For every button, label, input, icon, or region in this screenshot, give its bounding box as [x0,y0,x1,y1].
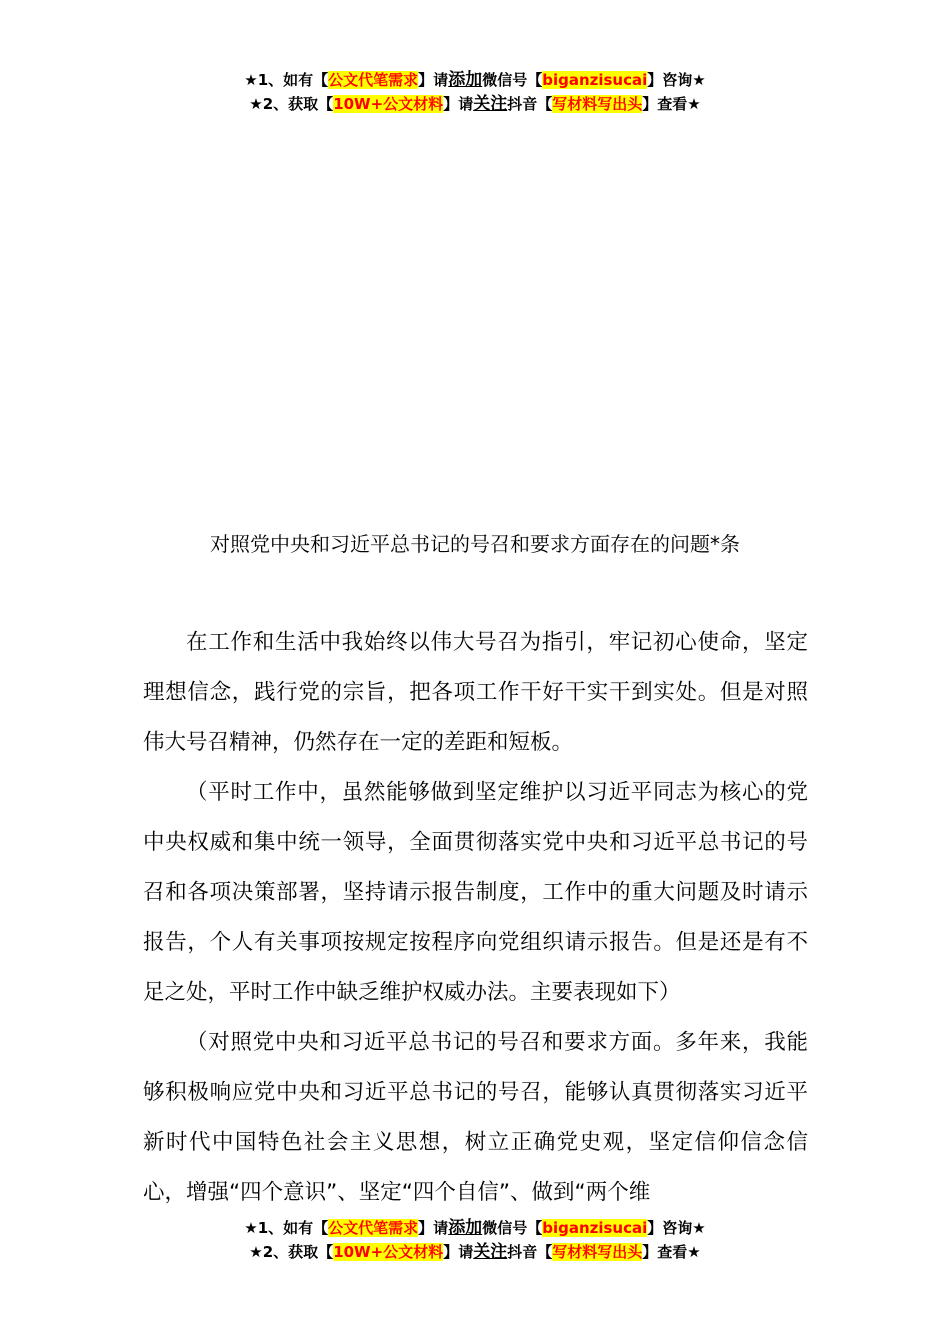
promo-line-1 [0,1216,950,1240]
promo-line-2-highlight-douyin: 写材料写出头 [552,1243,643,1261]
document-body [143,618,808,1218]
document-title: 对照党中央和习近平总书记的号召和要求方面存在的问题*条 [210,532,740,556]
promo-line-1-suffix: 】咨询★ [647,1219,706,1237]
promo-line-1-prefix: ★1、如有【 [244,71,329,89]
promo-line-2-suffix: 】查看★ [642,95,701,113]
paragraph-call-response: （对照党中央和习近平总书记的号召和要求方面。多年来，我能够积极响应党中央和习近平总书记的号召，能够认真贯彻落实习近平新时代中国特色社会主义思想，树立正确党史观，坚定信仰信念信心，增强“四个意识”、坚定“四个自信”、做到“两个维 [143,1030,808,1205]
promo-line-1-mid2: 微信号【 [482,71,543,89]
promo-line-1-suffix: 】咨询★ [647,71,706,89]
promo-line-2-highlight-materials: 10W+公文材料 [333,1243,444,1261]
promo-line-1-prefix: ★1、如有【 [244,1219,329,1237]
promo-line-2-suffix: 】查看★ [642,1243,701,1261]
paragraph-intro: 在工作和生活中我始终以伟大号召为指引，牢记初心使命，坚定理想信念，践行党的宗旨，把各项工作干好干实干到实处。但是对照伟大号召精神，仍然存在一定的差距和短板。 [143,630,808,755]
promo-line-2-mid2: 抖音【 [507,1243,553,1261]
promo-line-2 [0,1240,950,1264]
promo-line-1-highlight-wechat: biganzisucai [542,1219,648,1237]
promo-line-1-mid2: 微信号【 [482,1219,543,1237]
promo-line-2-emphasis: 关注 [473,94,508,114]
promo-line-2-emphasis: 关注 [473,1242,508,1262]
promo-line-2-mid2: 抖音【 [507,95,553,113]
promo-line-1-emphasis: 添加 [448,70,483,90]
promo-line-2-highlight-materials: 10W+公文材料 [333,95,444,113]
promo-line-2-mid: 】请 [443,1243,474,1261]
promo-line-2-prefix: ★2、获取【 [249,1243,334,1261]
promo-line-2-highlight-douyin: 写材料写出头 [552,95,643,113]
promo-line-2-prefix: ★2、获取【 [249,95,334,113]
footer-promo-banner [0,1216,950,1264]
promo-line-1-mid: 】请 [418,1219,449,1237]
header-promo-banner [0,68,950,116]
promo-line-1-highlight-service: 公文代笔需求 [328,71,419,89]
promo-line-1-mid: 】请 [418,71,449,89]
promo-line-2-mid: 】请 [443,95,474,113]
promo-line-1-highlight-wechat: biganzisucai [542,71,648,89]
paragraph-political-loyalty: （平时工作中，虽然能够做到坚定维护以习近平同志为核心的党中央权威和集中统一领导，全面贯彻落实党中央和习近平总书记的号召和各项决策部署，坚持请示报告制度，工作中的重大问题及时请示报告，个人有关事项按规定按程序向党组织请示报告。但是还是有不足之处，平时工作中缺乏维护权威办法。主要表现如下） [143,780,808,1005]
promo-line-1-emphasis: 添加 [448,1218,483,1238]
promo-line-1-highlight-service: 公文代笔需求 [328,1219,419,1237]
promo-line-1 [0,68,950,92]
promo-line-2 [0,92,950,116]
